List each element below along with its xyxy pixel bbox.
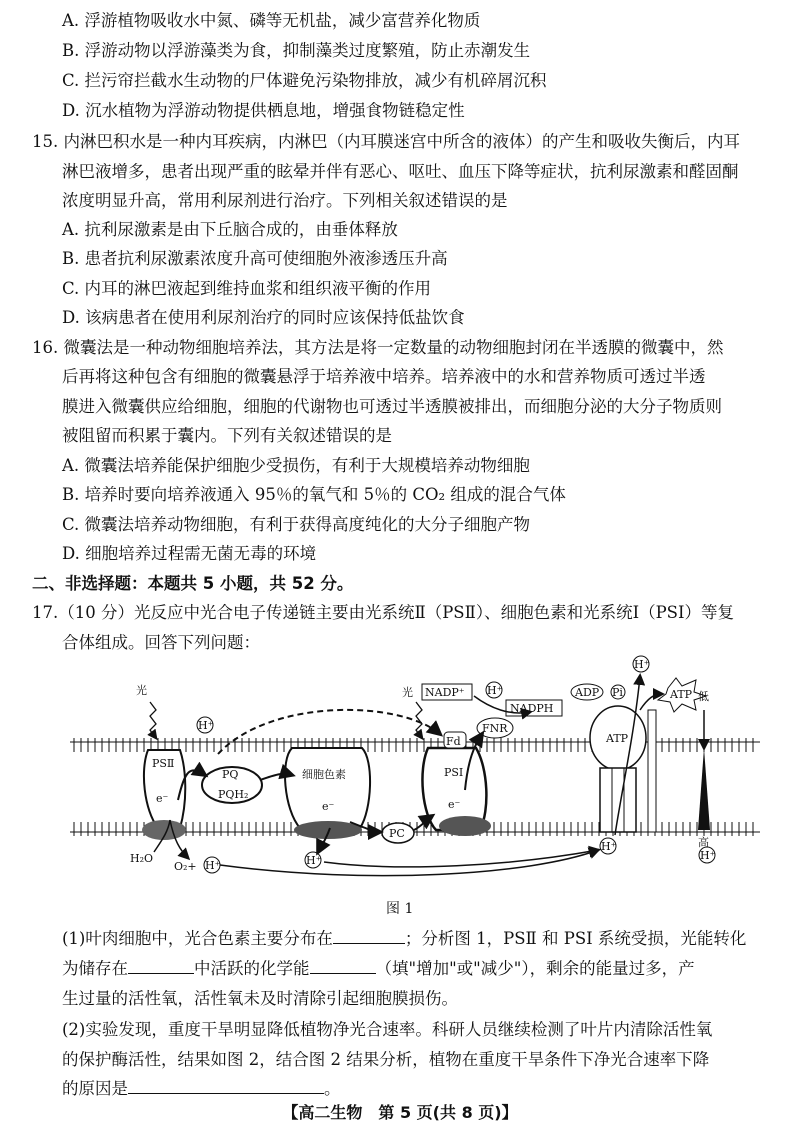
answer-blank-pigment-location[interactable] [333,928,405,944]
q17-sub1-text-d: 中活跃的化学能 [194,959,310,978]
section-heading: 二、非选择题：本题共 5 小题，共 52 分。 [32,574,354,593]
q17-sub1-line2 [62,958,695,980]
psi-electron-label: e⁻ [448,798,461,811]
pq-label: PQ [222,768,239,781]
q16-stem-line4: 被阻留而积累于囊内。下列有关叙述错误的是 [62,426,392,445]
q15-stem-line3: 浓度明显升高，常用利尿剂进行治疗。下列相关叙述错误的是 [62,191,508,210]
nadp-h-plus-label: H⁺ [487,684,503,697]
q15-option-c: C. 内耳的淋巴液起到维持血浆和组织液平衡的作用 [62,279,432,298]
q15-stem-line1: 15. 内淋巴积水是一种内耳疾病，内淋巴（内耳膜迷宫中所含的液体）的产生和吸收失衡后，内耳 [32,132,740,151]
h-plus-gradient: H⁺ [700,849,716,862]
page-footer: 【高二生物 第 5 页(共 8 页)】 [282,1103,518,1122]
gradient-high-label: 高 [698,836,709,849]
h-plus-cytochrome: H⁺ [306,854,322,867]
q16-stem-line1: 16. 微囊法是一种动物细胞培养法，其方法是将一定数量的动物细胞封闭在半透膜的微囊中，然 [32,338,724,357]
h-plus-water: H⁺ [205,859,221,872]
nadp-reaction [422,682,562,716]
adp-label: ADP [575,686,600,699]
q17-stem-line2: 合体组成。回答下列问题： [62,633,260,652]
light-label-1: 光 [136,684,147,697]
q17-sub1-text-e: （填"增加"或"减少"），剩余的能量过多，产 [375,959,695,978]
q17-sub2-text-c: 的原因是 [62,1079,128,1098]
answer-blank-energy-carrier[interactable] [128,958,194,974]
q14-option-c: C. 拦污帘拦截水生动物的尸体避免污染物排放，减少有机碎屑沉积 [62,71,547,90]
pc-carrier [382,823,414,843]
q17-sub1-text-b: ；分析图 1，PSⅡ 和 PSⅠ 系统受损，光能转化 [404,929,747,948]
cytochrome-label: 细胞色素 [302,768,346,781]
q15-option-a: A. 抗利尿激素是由下丘脑合成的，由垂体释放 [62,220,398,239]
atp-product-label: ATP [670,688,693,701]
q15-stem-line2: 淋巴液增多，患者出现严重的眩晕并伴有恶心、呕吐、血压下降等症状，抗利尿激素和醛固酮 [62,162,739,181]
q17-sub2-text-d: 。 [324,1079,341,1098]
cytochrome-electron-label: e⁻ [322,800,335,813]
q15-option-d: D. 该病患者在使用利尿剂治疗的同时应该保持低盐饮食 [62,308,465,327]
q14-option-b: B. 浮游动物以浮游藻类为食，抑制藻类过度繁殖，防止赤潮发生 [62,41,531,60]
q15-option-b: B. 患者抗利尿激素浓度升高可使细胞外液渗透压升高 [62,249,448,268]
nadph-label: NADPH [510,702,554,715]
pi-label: Pi [612,686,623,699]
q16-stem-line2: 后再将这种包含有细胞的微囊悬浮于培养液中培养。培养液中的水和营养物质可透过半透 [62,367,706,386]
q17-sub2-line1: (2)实验发现，重度干旱明显降低植物净光合速率。科研人员继续检测了叶片内清除活性氧 [62,1020,713,1039]
nadp-label: NADP⁺ [425,686,465,699]
oxygen-label: O₂+ [174,860,197,873]
h-plus-atp-lumen: H⁺ [601,840,617,853]
water-label: H₂O [130,852,154,865]
q17-sub1-text-a: (1)叶肉细胞中，光合色素主要分布在 [62,929,333,948]
pc-label: PC [389,827,405,840]
q14-option-d: D. 沉水植物为浮游动物提供栖息地，增强食物链稳定性 [62,101,465,120]
psi-label: PSⅠ [444,766,464,779]
q17-sub1-line1 [62,928,746,950]
atp-synthase-label: ATP [606,732,629,745]
psii-electron-label: e⁻ [156,792,169,805]
fd-label: Fd [446,735,461,748]
light-label-2: 光 [402,686,413,699]
q16-option-c: C. 微囊法培养动物细胞，有利于获得高度纯化的大分子细胞产物 [62,515,531,534]
answer-blank-increase-decrease[interactable] [310,958,376,974]
q16-option-d: D. 细胞培养过程需无菌无毒的环境 [62,544,317,563]
q16-option-b: B. 培养时要向培养液通入 95％的氧气和 5％的 CO₂ 组成的混合气体 [62,485,566,504]
q17-stem-line1: 17.（10 分）光反应中光合电子传递链主要由光系统Ⅱ（PSⅡ）、细胞色素和光系统Ⅰ（PSⅠ）等复 [32,603,735,622]
psii-label: PSⅡ [152,757,175,770]
q17-sub1-line3: 生过量的活性氧，活性氧未及时清除引起细胞膜损伤。 [62,989,458,1008]
h-plus-stroma: H⁺ [634,658,650,671]
h-plus-lumen-psii: H⁺ [198,719,214,732]
thylakoid-electron-transport-diagram [70,650,760,885]
figure-caption: 图 1 [386,901,414,917]
q17-sub2-line2: 的保护酶活性，结果如图 2，结合图 2 结果分析，植物在重度干旱条件下净光合速率下降 [62,1050,710,1069]
q16-option-a: A. 微囊法培养能保护细胞少受损伤，有利于大规模培养动物细胞 [62,456,530,475]
answer-blank-drought-reason[interactable] [128,1078,324,1094]
light-inputs [136,683,422,738]
gradient-low-label: 低 [698,690,709,703]
q17-sub1-text-c: 为储存在 [62,959,128,978]
q14-option-a: A. 浮游植物吸收水中氮、磷等无机盐，减少富营养化物质 [62,11,481,30]
fnr-label: FNR [482,722,508,735]
q17-sub2-line3 [62,1078,341,1100]
q16-stem-line3: 膜进入微囊供应给细胞，细胞的代谢物也可透过半透膜被排出，而细胞分泌的大分子物质则 [62,397,722,416]
pqh2-label: PQH₂ [218,788,249,801]
